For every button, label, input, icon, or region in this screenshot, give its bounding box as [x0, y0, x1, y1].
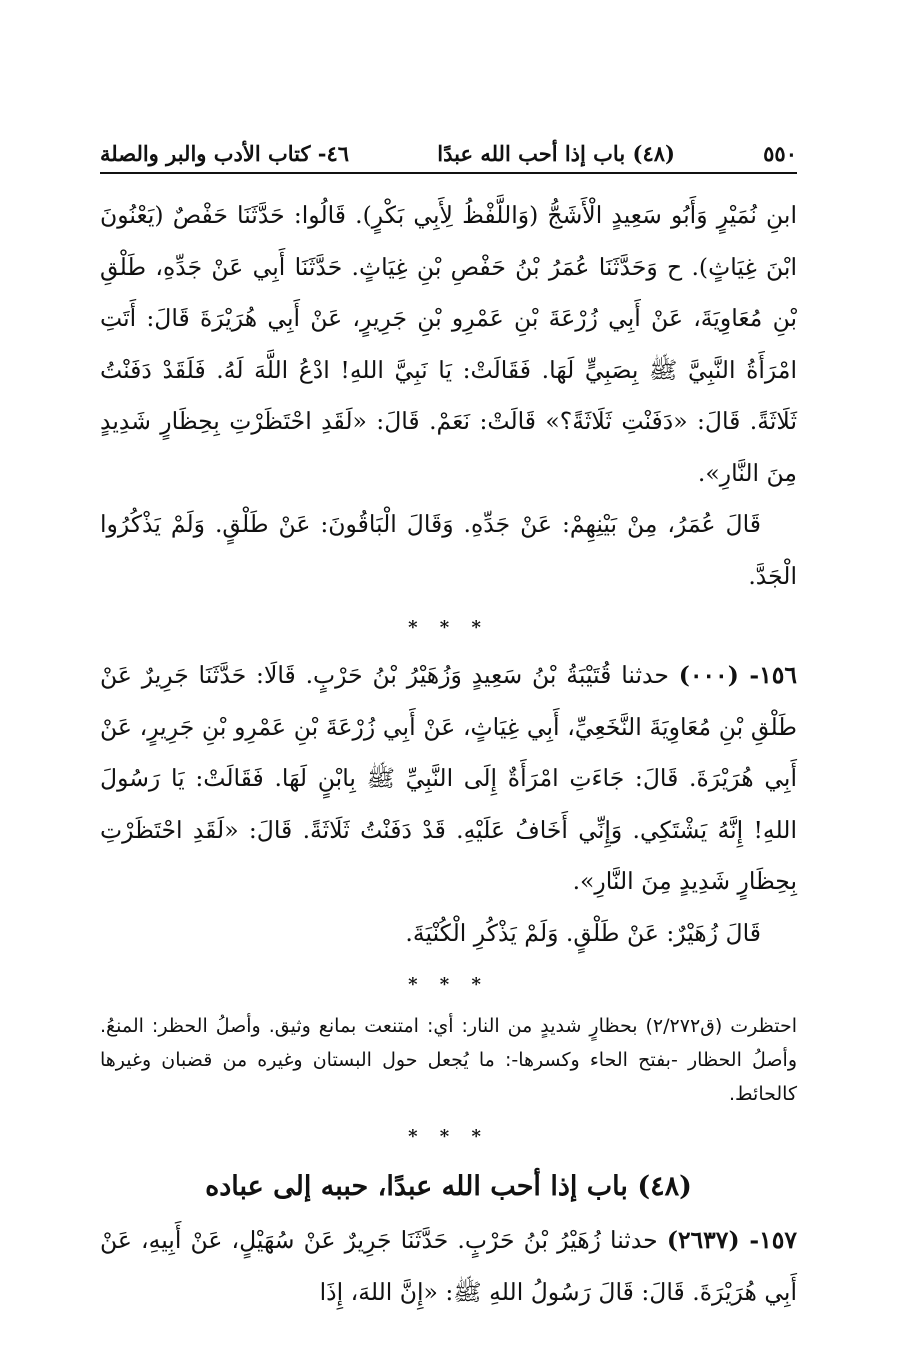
footnote-line: احتظرت (ق٢/٢٧٢) بحظارٍ شديدٍ من النار: أي: امتنعت بمانع وثيق.: [268, 1015, 798, 1037]
text-line: ابنِ نُمَيْرٍ وَأَبُو سَعِيدٍ الْأَشَجُّ (وَاللَّفْظُ لِأَبِي بَكْرٍ). قَالُوا: حَدَّثَنَا حَفْصٌ: [172, 201, 797, 229]
text-line: لَهَا. فَقَالَتْ: يَا رَسُولَ اللهِ! إِنَّهُ يَشْتَكِي. وَإِنِّي أَخَافُ عَلَيْهِ. قَدْ دَفَنْتُ: [100, 764, 797, 844]
footnote: [100, 1009, 797, 1111]
running-book-title: ٤٦- كتاب الأدب والبر والصلة: [100, 141, 350, 166]
text-line: (يَعْنُونَ ابْنَ غِيَاثٍ). ح وَحَدَّثَنَا عُمَرُ بْنُ حَفْصِ بْنِ غِيَاثٍ. حَدَّثَنَا أَبِي: [100, 201, 797, 281]
running-chapter-title: (٤٨) باب إذا أحب الله عبدًا: [437, 141, 675, 166]
hadith-157: [100, 1215, 797, 1318]
footnote-line: وأصلُ الحظر: المنعُ. وأصلُ الحظار -بفتح الحاء وكسرها-: ما يُجعل حول: [100, 1015, 797, 1071]
text-line: حَدَّثَنَا جَرِيرٌ عَنْ طَلْقِ بْنِ مُعَاوِيَةَ النَّخَعِيِّ، أَبِي غِيَاثٍ، عَنْ أَبِي زُرْعَةَ بْنِ: [100, 661, 797, 741]
text-line: قَالَ زُهَيْرٌ: عَنْ طَلْقٍ. وَلَمْ يَذْكُرِ الْكُنْيَةَ.: [405, 918, 761, 947]
page-content: [100, 190, 797, 1318]
hadith-156: [100, 650, 797, 908]
section-separator: * * *: [408, 1126, 489, 1147]
text-line: حدثنا قُتَيْبَةُ بْنُ سَعِيدٍ وَزُهَيْرُ بْنُ حَرْبٍ. قَالَا:: [256, 661, 669, 689]
text-line: قَالَ عُمَرُ، مِنْ بَيْنِهِمْ: عَنْ جَدِّهِ. وَقَالَ الْبَاقُونَ: عَنْ طَلْقٍ. وَلَمْ: [170, 510, 761, 538]
text-line: حدثنا زُهَيْرُ بْنُ حَرْبٍ. حَدَّثَنَا جَرِيرٌ عَنْ سُهَيْلٍ،: [231, 1226, 658, 1254]
text-line: يَذْكُرُوا الْجَدَّ.: [100, 510, 797, 590]
section-separator: * * *: [408, 617, 489, 638]
page-number: ٥٥٠: [763, 141, 797, 166]
hadith-number: ١٥٧- (٢٦٣٧): [666, 1226, 797, 1254]
narrator-note: [100, 499, 797, 602]
section-separator: * * *: [408, 974, 489, 995]
text-line: ثَلَاثَةً. قَالَ: «لَقَدِ احْتَظَرْتِ بِحِظَارٍ شَدِيدٍ مِنَ النَّارِ».: [100, 815, 797, 895]
running-header: [100, 126, 797, 166]
footnote-line: البستان وغيره من قضبان وغيرها كالحائط.: [100, 1049, 797, 1105]
text-line: ادْعُ اللَّهَ لَهُ. فَلَقَدْ دَفَنْتُ ثَلَاثَةً. قَالَ: «دَفَنْتِ ثَلَاثَةً؟» قَالَتْ: نَعَمْ.: [100, 355, 797, 435]
text-line: قَالَ: «لَقَدِ احْتَظَرْتِ بِحِظَارٍ شَدِيدٍ مِنَ النَّارِ».: [100, 407, 797, 487]
text-line: أَبِي هُرَيْرَةَ قَالَ: أَتَتِ امْرَأَةُ النَّبِيَّ ﷺ بِصَبِيٍّ لَهَا. فَقَالَتْ: يَا نَبِيَّ اللهِ!: [100, 304, 797, 384]
hadith-continuation: [100, 190, 797, 499]
chapter-heading: (٤٨) باب إذا أحب الله عبدًا، حببه إلى عباده: [205, 1171, 692, 1202]
text-line: عَنْ أَبِيهِ، عَنْ أَبِي هُرَيْرَةَ. قَالَ: قَالَ رَسُولُ اللهِ ﷺ: «إِنَّ اللهَ، إِذَا: [100, 1226, 797, 1306]
text-line: عَمْرِو بْنِ جَرِيرٍ، عَنْ أَبِي هُرَيْرَةَ. قَالَ: جَاءَتِ امْرَأَةٌ إِلَى النَّبِيِّ ﷺ بِابْنٍ: [100, 712, 797, 792]
hadith-number: ١٥٦- (٠٠٠): [678, 661, 797, 689]
header-rule: [100, 172, 797, 174]
text-line: عَنْ جَدِّهِ، طَلْقِ بْنِ مُعَاوِيَةَ، عَنْ أَبِي زُرْعَةَ بْنِ عَمْرِو بْنِ جَرِيرٍ، عَنْ: [100, 252, 797, 332]
hadith-156-note: [100, 908, 797, 960]
